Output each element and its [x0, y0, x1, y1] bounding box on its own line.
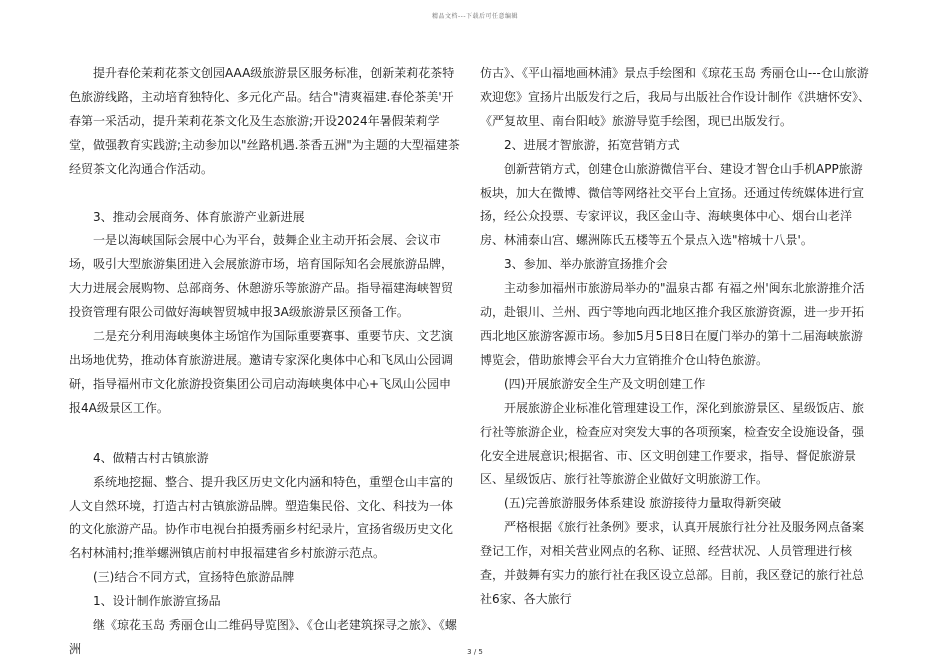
paragraph: 主动参加福州市旅游局举办的"温泉古都 有福之州'闽东北旅游推介活动，赴银川、兰州、西宁等地向西北地区推介我区旅游资源，进一步开拓西北地区旅游客源市场。参加5月5日8日在厦门举办的第十二届海峡旅游博览会，借助旅博会平台大力宣销推介仓山特色旅游。	[480, 281, 865, 367]
page-header: 精品文档---下载后可任意编辑	[432, 13, 518, 20]
section-heading: (三)结合不同方式，宣扬特色旅游品牌	[93, 570, 295, 585]
paragraph: 开展旅游企业标准化管理建设工作，深化到旅游景区、星级饭店、旅行社等旅游企业，检查应对突发大事的各项预案，检查安全设施设备，强化安全进展意识;根据省、市、区文明创建工作要求，指导、督促旅游景区、星级饭店、旅行社等旅游企业做好文明旅游工作。	[480, 400, 865, 487]
paragraph: 系统地挖掘、整合、提升我区历史文化内涵和特色，重塑仓山丰富的人文自然环境，打造古村古镇旅游品牌。塑造集民俗、文化、科技为一体的文化旅游产品。协作市电视台拍摄秀丽乡村纪录片，宣扬省级历史文化名村林浦村;推举螺洲镇店前村申报福建省乡村旅游示范点。	[69, 474, 454, 561]
paragraph: 创新营销方式，创建仓山旅游微信平台、建设才智仓山手机APP旅游板块，加大在微博、微信等网络社交平台上宣扬。还通过传统媒体进行宣扬，经公众投票、专家评议，我区金山寺、海峡奥体中心、烟台山老洋房、林浦泰山宫、螺洲陈氏五楼等五个景点入选"榕城十八景'。	[480, 161, 865, 248]
paragraph: 二是充分利用海峡奥体主场馆作为国际重要赛事、重要节庆、文艺演出场地优势，推动体育旅游进展。邀请专家深化奥体中心和飞凤山公园调研，指导福州市文化旅游投资集团公司启动海峡奥体中心+飞凤山公园申报4A级景区工作。	[69, 329, 454, 415]
paragraph: 仿古》、《平山福地画林浦》景点手绘图和《琼花玉岛 秀丽仓山---仓山旅游欢迎您》宣扬片出版发行之后，我局与出版社合作设计制作《洪塘怀安》、《严复故里、南台阳岐》旅游导览手绘图，现已出版发行。	[480, 66, 871, 128]
section-heading: 2、进展才智旅游，拓宽营销方式	[504, 137, 680, 152]
section-heading: (四)开展旅游安全生产及文明创建工作	[504, 376, 706, 391]
section-heading: 3、推动会展商务、体育旅游产业新进展	[93, 209, 305, 224]
left-column	[69, 62, 462, 662]
paragraph: 一是以海峡国际会展中心为平台，鼓舞企业主动开拓会展、会议市场，吸引大型旅游集团进入会展旅游市场，培育国际知名会展旅游品牌，大力进展会展购物、总部商务、休憩游乐等旅游产品。指导福建海峡智贸投资管理有限公司做好海峡智贸城申报3A级旅游景区预备工作。	[69, 233, 454, 320]
paragraph: 严格根据《旅行社条例》要求，认真开展旅行社分社及服务网点备案登记工作，对相关营业网点的名称、证照、经营状况、人员管理进行核查，并鼓舞有实力的旅行社在我区设立总部。目前，我区登记的旅行社总社6家、各大旅行	[480, 520, 865, 606]
paragraph: 继《琼花玉岛 秀丽仓山二维码导览图》、《仓山老建筑探寻之旅》、《螺洲	[69, 618, 457, 656]
page-number: 3 / 5	[467, 648, 483, 656]
right-column	[480, 62, 873, 612]
section-heading: (五)完善旅游服务体系建设 旅游接待力量取得新突破	[504, 496, 782, 511]
section-heading: 3、参加、举办旅游宣扬推介会	[504, 257, 668, 272]
section-heading: 4、做精古村古镇旅游	[93, 450, 209, 465]
paragraph: 提升春伦茉莉花茶文创园AAA级旅游景区服务标准，创新茉莉花茶特色旅游线路，主动培育独特化、多元化产品。结合"清爽福建.春伦茶美'开春第一采活动，提升茉莉花茶文化及生态旅游;开设2024年暑假茉莉学堂，做强教育实践游;主动参加以"丝路机遇.茶香五洲"为主题的大型福建茶经贸茶文化沟通合作活动。	[69, 66, 460, 176]
section-heading: 1、设计制作旅游宣扬品	[93, 594, 221, 609]
